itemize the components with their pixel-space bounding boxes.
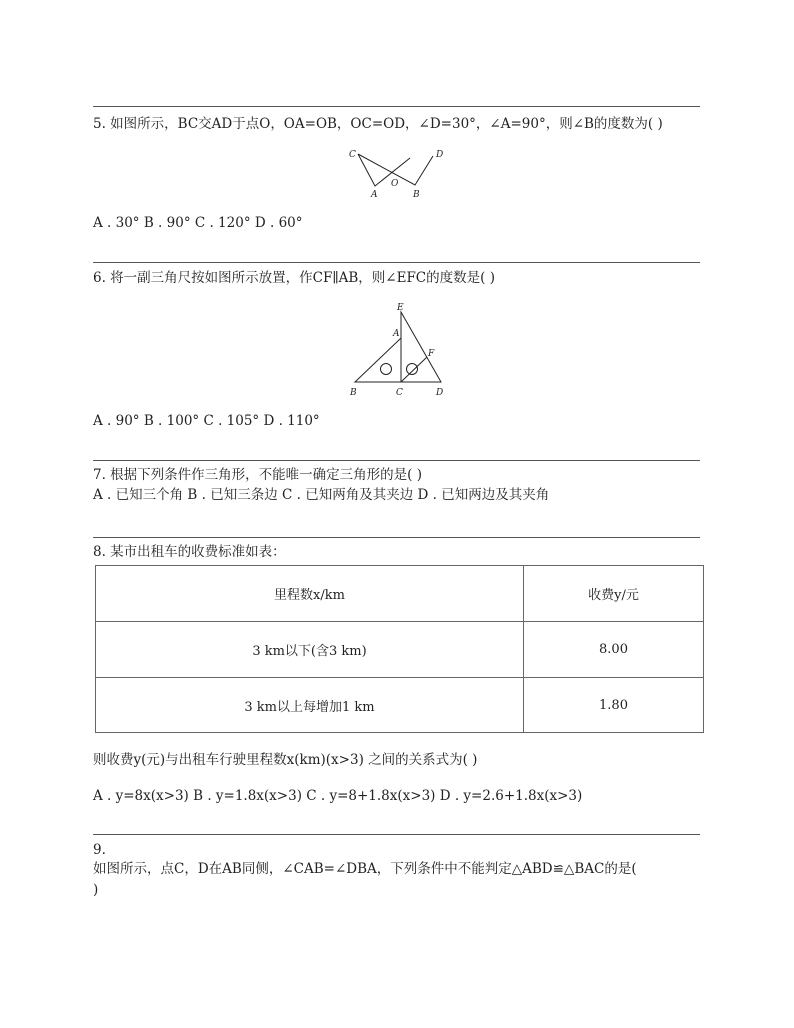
divider-q6 [93, 262, 700, 263]
q6-stem: 6. 将一副三角尺按如图所示放置，作CF∥AB，则∠EFC的度数是( ) [93, 270, 495, 286]
table-header-distance: 里程数x/km [96, 566, 524, 622]
q6-label-a: A [393, 329, 400, 339]
table-cell: 3 km以上每增加1 km [96, 678, 524, 733]
table-cell: 1.80 [524, 678, 704, 733]
q6-figure [345, 300, 455, 400]
q5-options: A . 30° B . 90° C . 120° D . 60° [93, 215, 303, 231]
q5-label-c: C [349, 150, 356, 160]
q9-number: 9. [93, 842, 106, 858]
q8-question: 则收费y(元)与出租车行驶里程数x(km)(x>3) 之间的关系式为( ) [93, 752, 478, 768]
q5-label-a: A [371, 190, 378, 200]
table-row [96, 678, 704, 733]
q6-label-e: E [397, 303, 404, 313]
q7-stem: 7. 根据下列条件作三角形，不能唯一确定三角形的是( ) [93, 467, 422, 483]
divider-q8 [93, 537, 700, 538]
q7-options: A . 已知三个角 B . 已知三条边 C . 已知两角及其夹边 D . 已知两边及其夹角 [93, 487, 550, 503]
q9-stem: 如图所示，点C，D在AB同侧，∠CAB=∠DBA，下列条件中不能判定△ABD≌△BAC的是( [93, 861, 637, 877]
table-row [96, 566, 704, 622]
q6-options: A . 90° B . 100° C . 105° D . 110° [93, 413, 320, 429]
q5-figure [345, 145, 450, 201]
table-cell: 8.00 [524, 622, 704, 678]
q6-label-f: F [428, 349, 435, 359]
table-header-fare: 收费y/元 [524, 566, 704, 622]
q8-options: A . y=8x(x>3) B . y=1.8x(x>3) C . y=8+1.8x(x>3) D . y=2.6+1.8x(x>3) [93, 788, 583, 804]
table-row [96, 622, 704, 678]
q6-label-d: D [436, 388, 444, 398]
q5-label-d: D [436, 150, 444, 160]
q6-label-c: C [396, 388, 403, 398]
fare-table [95, 565, 704, 733]
divider-q7 [93, 460, 700, 461]
table-cell: 3 km以下(含3 km) [96, 622, 524, 678]
q5-label-o: O [391, 179, 399, 189]
q6-label-b: B [350, 388, 357, 398]
q5-stem: 5. 如图所示，BC交AD于点O，OA=OB，OC=OD，∠D=30°，∠A=90°，则∠B的度数为( ) [93, 116, 663, 132]
q5-label-b: B [413, 190, 420, 200]
divider-q5 [93, 106, 700, 107]
divider-q9 [93, 834, 700, 835]
q8-stem: 8. 某市出租车的收费标准如表： [93, 544, 286, 560]
q9-stem-continued: ) [93, 882, 99, 898]
